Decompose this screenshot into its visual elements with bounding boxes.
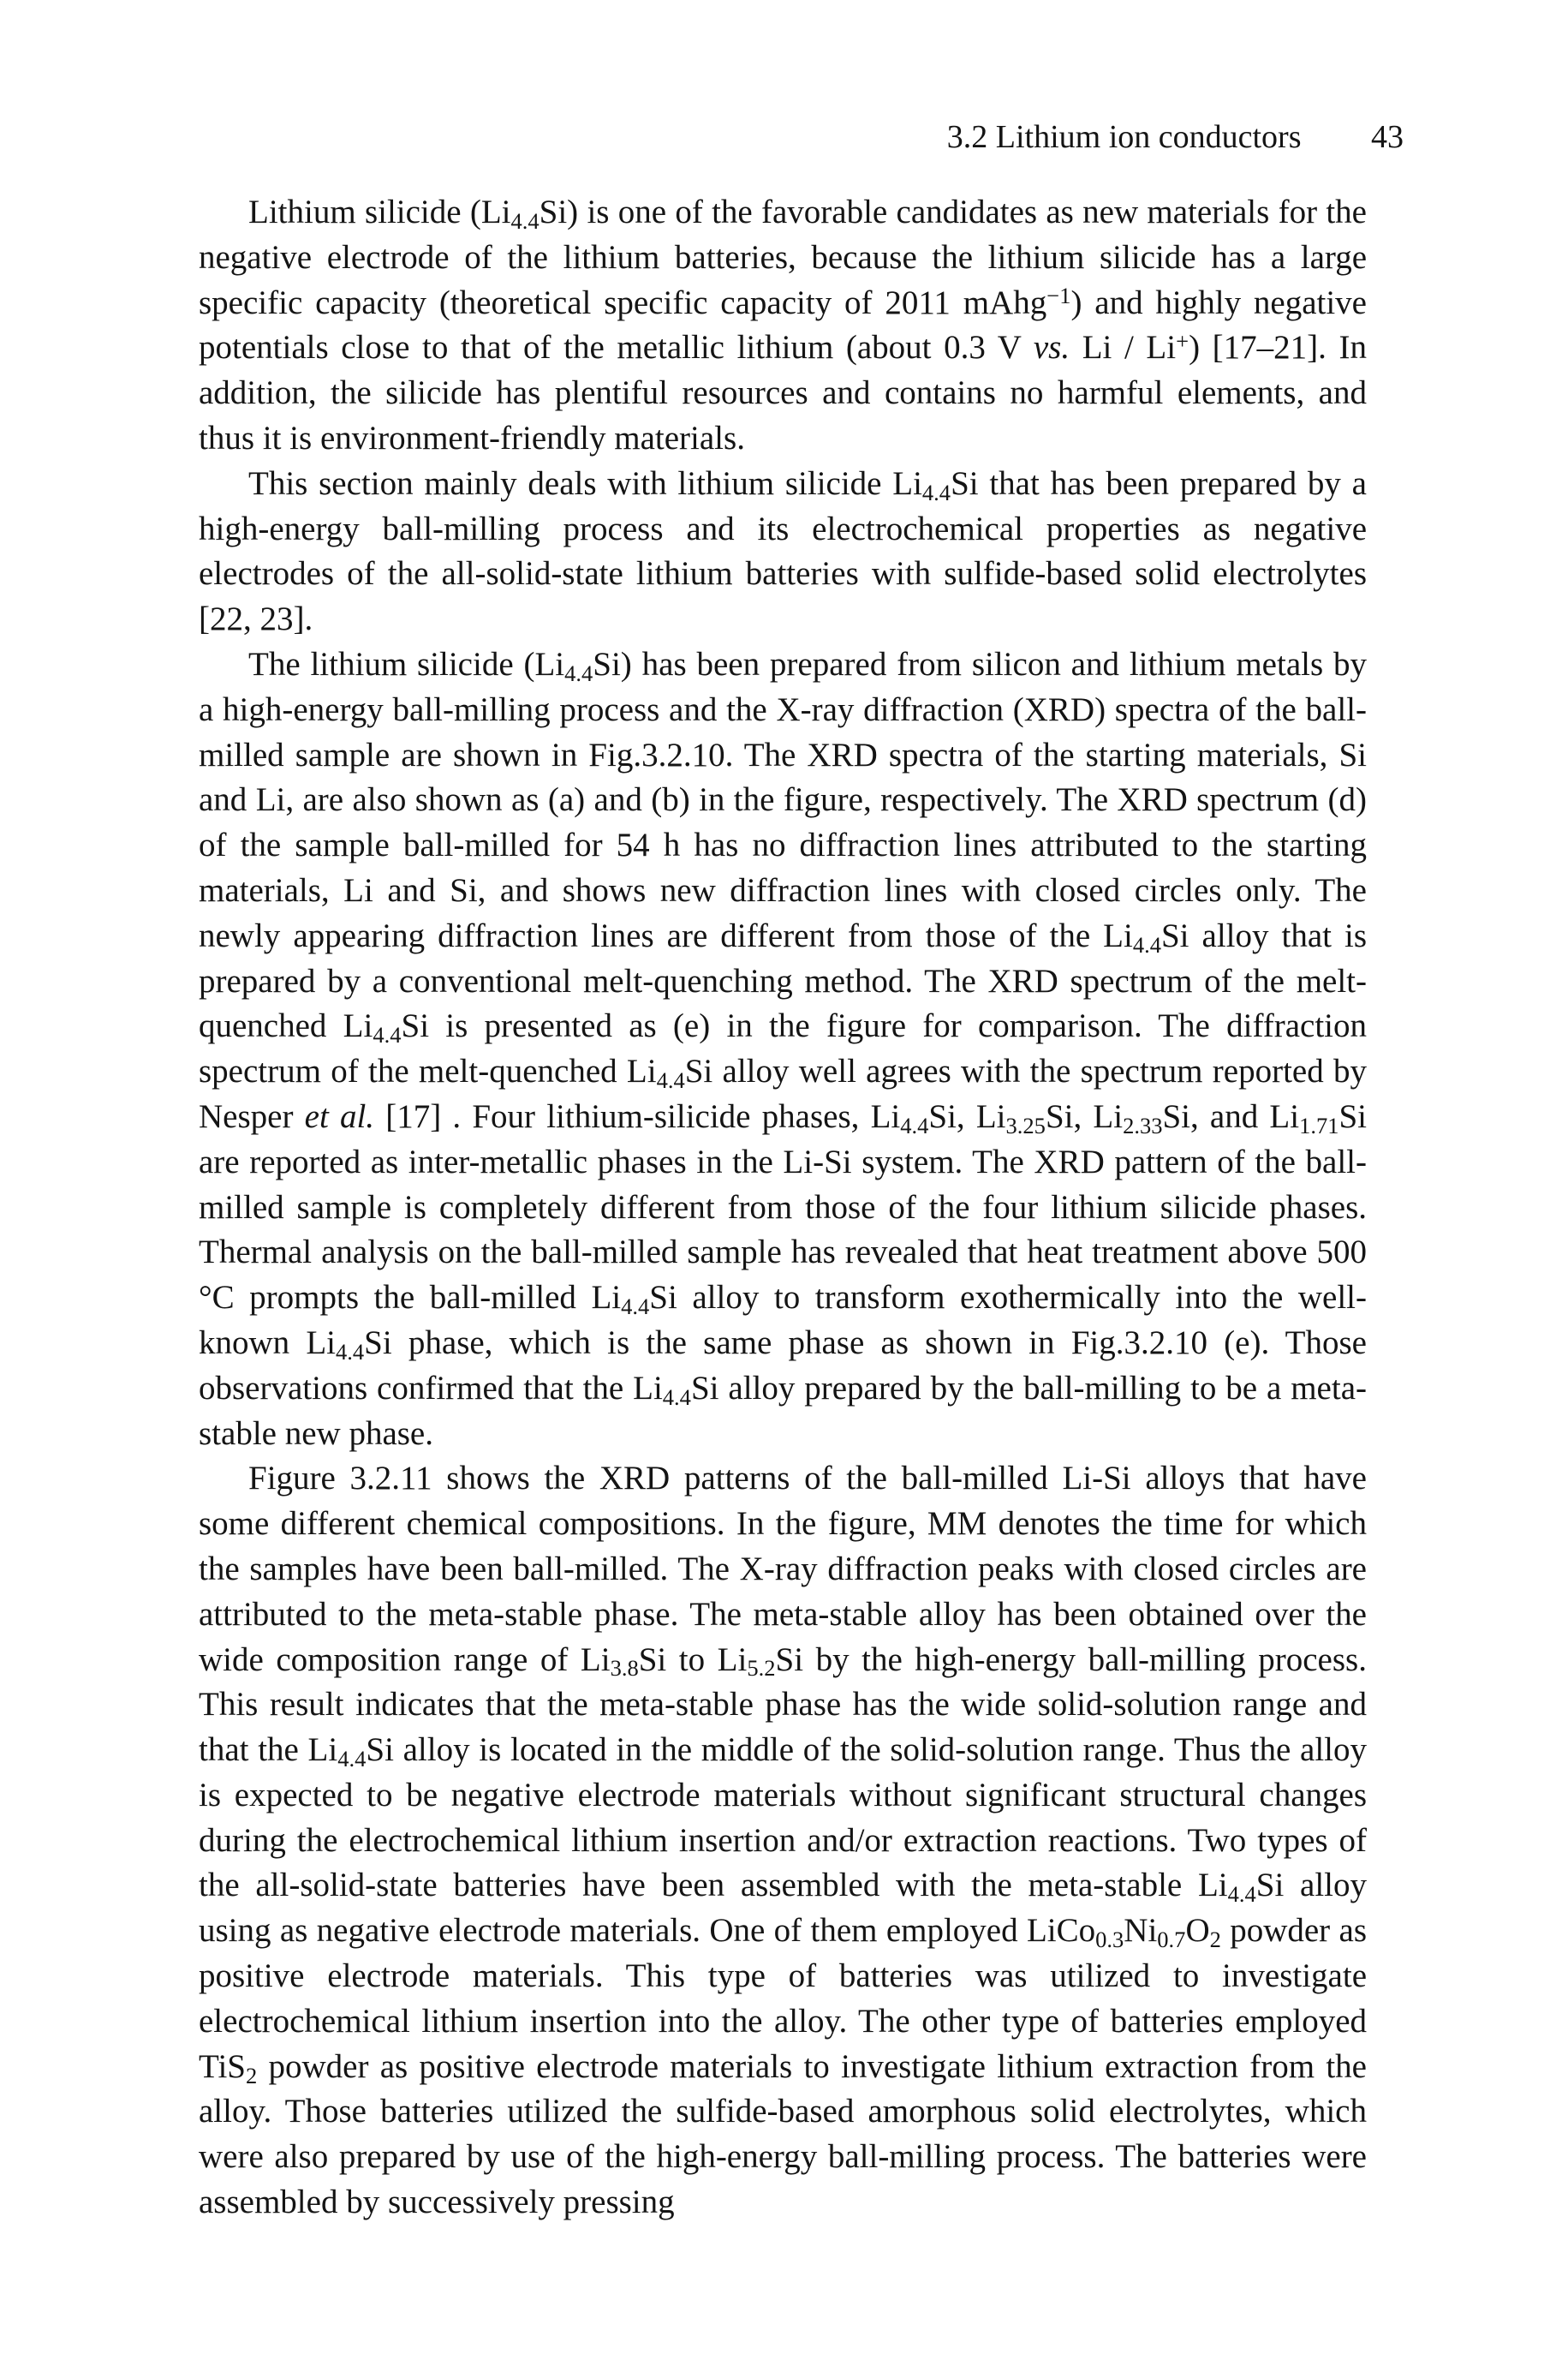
text-run: powder as positive electrode materials to investigate lithium extraction from the alloy. Those batteries utilized the sulfide-based amorphous solid electrolytes, which were also prepared by use of the high-energy ball-milling process. The batteries were assembled by successively pressing (199, 2047, 1367, 2221)
text-run: Si, Li (928, 1097, 1006, 1135)
subscript: 5.2 (747, 1655, 776, 1682)
text-run: Ni (1124, 1912, 1158, 1950)
subscript: 4.4 (1227, 1881, 1256, 1908)
subscript: 4.4 (921, 479, 951, 505)
subscript: 2 (245, 2062, 258, 2088)
body-text (199, 190, 1367, 2226)
italic-text: vs. (1033, 329, 1070, 367)
subscript: 4.4 (656, 1067, 685, 1094)
text-run: Si by the high-energy ball-milling process. This result indicates that the meta-stable phase has the wide solid-solution range and that the Li (199, 1640, 1367, 1769)
subscript: 4.4 (336, 1338, 365, 1365)
text-run: Si alloy is located in the middle of the solid-solution range. Thus the alloy is expected to be negative electrode materials without significant structural changes during the electrochemical lithium insertion and/or extraction reactions. Two types of the all-solid-state batteries have been assembled with the meta-stable Li (199, 1731, 1367, 1904)
text-run: Lithium silicide (Li (248, 194, 511, 230)
text-run: Si alloy to transform exothermically into the well-known Li (199, 1279, 1367, 1361)
subscript: 4.4 (564, 660, 593, 686)
subscript: 4.4 (662, 1383, 691, 1410)
text-run: O (1185, 1912, 1210, 1950)
section-title: 3.2 Lithium ion conductors (946, 119, 1302, 155)
text-run: Si) is one of the favorable candidates as new materials for the negative electrode of the lithium batteries, because the lithium silicide has a large specific capacity (theoretical specific capacity of 2011 mAhg (199, 194, 1367, 321)
text-run: Si, and Li (1162, 1097, 1300, 1135)
subscript: 0.7 (1157, 1927, 1186, 1953)
subscript: 3.25 (1005, 1112, 1046, 1138)
paragraph-3 (199, 642, 1367, 1456)
text-run: Si are reported as inter-metallic phases in the Li-Si system. The XRD pattern of the ball-milled sample is completely different from those of the four lithium silicide phases. Thermal analysis on the ball-milled sample has revealed that heat treatment above 500 °C prompts the ball-milled Li (199, 1097, 1368, 1317)
text-run: Si alloy that is prepared by a conventional melt-quenching method. The XRD spectrum of the melt-quenched Li (199, 917, 1368, 1045)
subscript: 3.8 (610, 1655, 639, 1682)
running-head (947, 118, 1404, 156)
subscript: 4.4 (621, 1294, 650, 1320)
text-run: This section mainly deals with lithium silicide Li (248, 464, 922, 502)
text-run: ) and highly negative potentials close to that of the metallic lithium (about 0.3 V (199, 284, 1367, 367)
superscript: + (1176, 328, 1189, 355)
subscript: 0.3 (1095, 1927, 1124, 1953)
text-run: Si, Li (1045, 1097, 1124, 1135)
text-run: ) [17–21]. In addition, the silicide has plentiful resources and contains no harmful elements, and thus it is environment-friendly materials. (199, 329, 1367, 457)
text-run: Si phase, which is the same phase as shown in Fig.3.2.10 (e). Those observations confirmed that the Li (199, 1323, 1367, 1407)
paragraph-1 (199, 190, 1367, 462)
text-run: Si) has been prepared from silicon and lithium metals by a high-energy ball-milling process and the X-ray diffraction (XRD) spectra of the ball-milled sample are shown in Fig.3.2.10. The XRD spectra of the starting materials, Si and Li, are also shown as (a) and (b) in the figure, respectively. The XRD spectrum (d) of the sample ball-milled for 54 h has no diffraction lines attributed to the starting materials, Li and Si, and shows new diffraction lines with closed circles only. The newly appearing diffraction lines are different from those of the Li (199, 645, 1367, 954)
italic-text: et al. (304, 1097, 375, 1135)
subscript: 2 (1209, 1927, 1221, 1953)
subscript: 4.4 (1132, 931, 1161, 958)
subscript: 4.4 (510, 207, 540, 234)
text-run: Si is presented as (e) in the figure for comparison. The diffraction spectrum of the melt-quenched Li (199, 1007, 1367, 1090)
text-run: powder as positive electrode materials. This type of batteries was utilized to investigate electrochemical lithium insertion into the alloy. The other type of batteries employed TiS (199, 1912, 1367, 2085)
text-run: [17] . Four lithium-silicide phases, Li (374, 1097, 901, 1135)
text-run: Si alloy well agrees with the spectrum reported by Nesper (199, 1053, 1367, 1135)
subscript: 4.4 (900, 1112, 929, 1138)
text-run: Si alloy using as negative electrode materials. One of them employed LiCo (199, 1867, 1367, 1950)
text-run: The lithium silicide (Li (248, 645, 565, 683)
text-run: Si alloy prepared by the ball-milling to be a meta-stable new phase. (199, 1369, 1368, 1452)
text-run: Figure 3.2.11 shows the XRD patterns of the ball-milled Li-Si alloys that have some different chemical compositions. In the figure, MM denotes the time for which the samples have been ball-milled. The X-ray diffraction peaks with closed circles are attributed to the meta-stable phase. The meta-stable alloy has been obtained over the wide composition range of Li (199, 1460, 1367, 1678)
text-run: Si that has been prepared by a high-energy ball-milling process and its electrochemical properties as negative electrodes of the all-solid-state lithium batteries with sulfide-based solid electrolytes [22, 23]. (199, 464, 1367, 638)
subscript: 4.4 (337, 1745, 367, 1772)
text-run: Li / Li (1070, 329, 1177, 367)
subscript: 1.71 (1299, 1112, 1339, 1138)
superscript: −1 (1046, 283, 1071, 309)
subscript: 4.4 (373, 1022, 402, 1049)
text-run: Si to Li (638, 1640, 748, 1678)
paragraph-2 (199, 462, 1367, 642)
page-number: 43 (1371, 119, 1404, 155)
subscript: 2.33 (1123, 1112, 1163, 1138)
paragraph-4 (199, 1456, 1367, 2226)
